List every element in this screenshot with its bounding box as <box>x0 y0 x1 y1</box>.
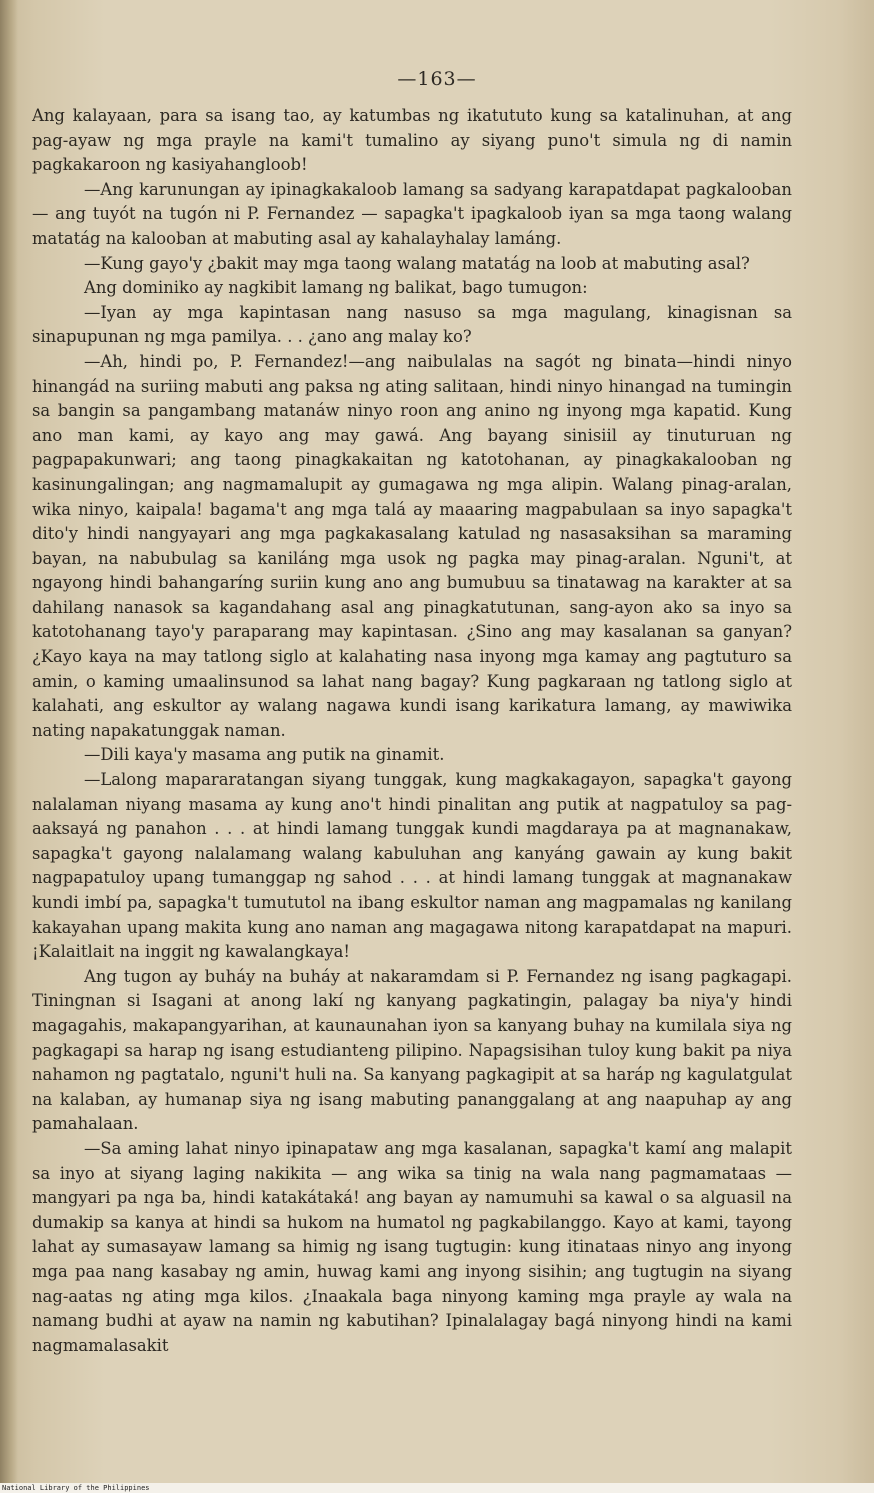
paragraph: Ang kalayaan, para sa isang tao, ay katumbas ng ikatututo kung sa katalinuhan, at ang pag-ayaw ng mga prayle na kami't tumalino ay siyang puno't simula ng di namin pagkakaroon ng kasiyahangloob! <box>32 106 792 175</box>
page-number: —163— <box>397 68 477 90</box>
paragraph: —Sa aming lahat ninyo ipinapataw ang mga kasalanan, sapagka't kamí ang malapit sa inyo at siyang laging nakikita — ang wika sa tinig na wala nang pagmamataas — mangyari pa nga ba, hindi katakátaká! ang bayan ay namumuhi sa kawal o sa alguasil na dumakip sa kanya at hindi sa hukom na humatol ng pagkabilanggo. Kayo at kami, tayong lahat ay sumasayaw lamang sa himig ng isang tugtugin: kung itinataas ninyo ang inyong mga paa nang kasabay ng amin, huwag kami ang inyong sisihin; ang tugtugin na siyang nag-aatas ng ating mga kilos. ¿Inaakala baga ninyong kaming mga prayle ay wala na namang budhi at ayaw na namin ng kabutihan? Ipinalalagay bagá ninyong hindi na kami nagmamalasakit <box>32 1138 792 1355</box>
library-watermark: National Library of the Philippines <box>0 1483 874 1493</box>
paragraph: —Lalong mapararatangan siyang tunggak, kung magkakagayon, sapagka't gayong nalalaman niyang masama ay kung ano't hindi pinalitan ang putik at nagpatuloy sa pag-aaksayá ng panahon . . . at hindi lamang tunggak kundi magdaraya pa at magnanakaw, sapagka't gayong nalalamang walang kabuluhan ang kanyáng gawain ay kung bakit nagpapatuloy upang tumanggap ng sahod . . . at hindi lamang tunggak at magnanakaw kundi imbí pa, sapagka't tumututol na ibang eskultor naman ang magpamalas ng kanilang kakayahan upang makita kung ano naman ang magagawa nitong karapatdapat na mapuri. ¡Kalaitlait na inggit ng kawalangkaya! <box>32 770 792 962</box>
paragraph: —Kung gayo'y ¿bakit may mga taong walang matatág na loob at mabuting asal? <box>84 253 750 273</box>
paragraph: —Ang karunungan ay ipinagkakaloob lamang sa sadyang karapatdapat pagkalooban — ang tuyót na tugón ni P. Fernandez — sapagka't ipagkaloob iyan sa mga taong walang matatág na kalooban at mabuting asal ay kahalayhalay lamáng. <box>32 179 792 248</box>
body-text <box>32 104 792 1358</box>
paragraph: —Dili kaya'y masama ang putik na ginamit. <box>84 745 445 765</box>
paragraph: Ang dominiko ay nagkibit lamang ng balikat, bago tumugon: <box>84 278 588 298</box>
page-spine-shadow <box>0 0 18 1483</box>
paragraph: —Iyan ay mga kapintasan nang nasuso sa mga magulang, kinagisnan sa sinapupunan ng mga pamilya. . . ¿ano ang malay ko? <box>32 302 792 347</box>
paragraph: Ang tugon ay buháy na buháy at nakaramdam si P. Fernandez ng isang pagkagapi. Tiningnan si Isagani at anong lakí ng kanyang pagkatingin, palagay ba niya'y hindi magagahis, makapangyarihan, at kaunaunahan iyon sa kanyang buhay na kumilala siya ng pagkagapi sa harap ng isang estudianteng pilipino. Napagsisihan tuloy kung bakit pa niya nahamon ng pagtatalo, nguni't huli na. Sa kanyang pagkagipit at sa haráp ng kagulatgulat na kalaban, ay humanap siya ng isang mabuting pananggalang at ang naapuhap ay ang pamahalaan. <box>32 966 792 1134</box>
paragraph: —Ah, hindi po, P. Fernandez!—ang naibulalas na sagót ng binata—hindi ninyo hinangád na suriing mabuti ang paksa ng ating salitaan, hindi ninyo hinangad na tumingin sa bangin sa pangambang matanáw ninyo roon ang anino ng inyong mga kapatid. Kung ano man kami, ay kayo ang may gawá. Ang bayang sinisiil ay tinuturuan ng pagpapakunwari; ang taong pinagkakaitan ng katotohanan, ay pinagkakalooban ng kasinungalingan; ang nagmamalupit ay gumagawa ng mga alipin. Walang pinag-aralan, wika ninyo, kaipala! bagama't ang mga talá ay maaaring magpabulaan sa inyo sapagka't dito'y hindi nangyayari ang mga pagkakasalang katulad ng nasasaksihan sa maraming bayan, na nabubulag sa kaniláng mga usok ng pagka may pinag-aralan. Nguni't, at ngayong hindi bahangaríng suriin kung ano ang bumubuu sa tinatawag na karakter at sa dahilang nanasok sa kagandahang asal ang pinagkatutunan, sang-ayon ako sa inyo sa katotohanang tayo'y paraparang may kapintasan. ¿Sino ang may kasalanan sa ganyan? ¿Kayo kaya na may tatlong siglo at kalahating nasa inyong mga kamay ang pagtuturo sa amin, o kaming umaalinsunod sa lahat nang bagay? Kung pagkaraan ng tatlong siglo at kalahati, ang eskultor ay walang nagawa kundi isang karikatura lamang, ay mawiwika nating napakatunggak naman. <box>32 351 792 740</box>
